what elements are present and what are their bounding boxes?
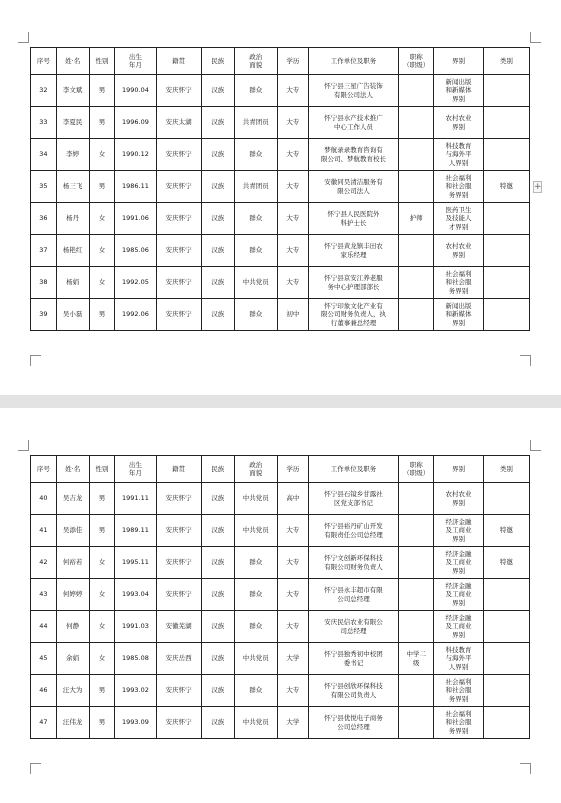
column-header-sector: 界别 <box>434 456 483 483</box>
table-body <box>31 75 530 331</box>
table-row <box>31 611 530 643</box>
table-row <box>31 235 530 267</box>
cell-ethnicity: 汉族 <box>201 267 234 299</box>
cell-sector: 社会福利 和社会服 务界别 <box>434 171 483 203</box>
table-row <box>31 139 530 171</box>
cell-birth: 1993.04 <box>115 579 156 611</box>
cell-education: 大专 <box>277 171 308 203</box>
crop-mark-top-right <box>530 440 541 451</box>
cell-birth: 1990.04 <box>115 75 156 107</box>
cell-sector: 农村农业 界别 <box>434 483 483 515</box>
cell-gender: 男 <box>89 107 115 139</box>
cell-category: 特邀 <box>483 515 529 547</box>
cell-workplace: 怀宁县裕丹矿山开发 有限责任公司总经理 <box>308 515 399 547</box>
cell-workplace: 怀宁县水产技术推广 中心工作人员 <box>308 107 399 139</box>
cell-workplace: 安徽同昊清洁服务有 限公司法人 <box>308 171 399 203</box>
cell-gender: 女 <box>89 643 115 675</box>
cell-workplace: 怀宁县黄龙镇丰田农 家乐经理 <box>308 235 399 267</box>
table-row <box>31 707 530 739</box>
cell-political: 中共党员 <box>234 643 277 675</box>
cell-title <box>399 579 434 611</box>
column-header-index: 序号 <box>31 48 57 75</box>
cell-title <box>399 299 434 331</box>
cell-sector: 经济金融 及工商业 界别 <box>434 611 483 643</box>
cell-education: 大专 <box>277 139 308 171</box>
column-header-ethnicity: 民族 <box>201 48 234 75</box>
cell-category <box>483 611 529 643</box>
cell-origin: 安庆怀宁 <box>156 267 201 299</box>
cell-name: 杨三飞 <box>56 171 89 203</box>
cell-gender: 女 <box>89 547 115 579</box>
cell-category: 特邀 <box>483 547 529 579</box>
cell-sector: 经济金融 及工商业 界别 <box>434 515 483 547</box>
cell-origin: 安庆怀宁 <box>156 75 201 107</box>
table-header-row <box>31 456 530 483</box>
cell-political: 中共党员 <box>234 267 277 299</box>
cell-sector: 科技教育 与海外平 人界别 <box>434 643 483 675</box>
cell-political: 群众 <box>234 203 277 235</box>
cell-education: 大专 <box>277 611 308 643</box>
cell-category <box>483 75 529 107</box>
cell-gender: 女 <box>89 235 115 267</box>
cell-education: 大专 <box>277 107 308 139</box>
cell-title <box>399 675 434 707</box>
cell-sector: 经济金融 及工商业 界别 <box>434 547 483 579</box>
cell-origin: 安庆怀宁 <box>156 235 201 267</box>
cell-workplace: 怀宁县人民医院外 科护士长 <box>308 203 399 235</box>
cell-education: 高中 <box>277 483 308 515</box>
cell-index: 47 <box>31 707 57 739</box>
cell-birth: 1996.09 <box>115 107 156 139</box>
cell-ethnicity: 汉族 <box>201 611 234 643</box>
cell-origin: 安庆怀宁 <box>156 675 201 707</box>
cell-name: 李文斌 <box>56 75 89 107</box>
cell-gender: 男 <box>89 515 115 547</box>
cell-index: 38 <box>31 267 57 299</box>
cell-ethnicity: 汉族 <box>201 547 234 579</box>
cell-sector: 新闻出版 和新媒体 界别 <box>434 299 483 331</box>
cell-gender: 男 <box>89 299 115 331</box>
cell-gender: 男 <box>89 171 115 203</box>
cell-workplace: 怀宁县独秀初中校团 委书记 <box>308 643 399 675</box>
crop-mark-top-left <box>18 32 29 43</box>
cell-education: 大专 <box>277 267 308 299</box>
cell-gender: 男 <box>89 75 115 107</box>
cell-ethnicity: 汉族 <box>201 483 234 515</box>
cell-sector: 科技教育 与海外平 人界别 <box>434 139 483 171</box>
column-header-name: 姓·名 <box>56 48 89 75</box>
cell-education: 大专 <box>277 203 308 235</box>
cell-workplace: 怀宁县创欣环保科技 有限公司负责人 <box>308 675 399 707</box>
cell-birth: 1991.11 <box>115 483 156 515</box>
table-row <box>31 483 530 515</box>
cell-name: 杨丹 <box>56 203 89 235</box>
cell-ethnicity: 汉族 <box>201 643 234 675</box>
cell-index: 36 <box>31 203 57 235</box>
cell-gender: 女 <box>89 579 115 611</box>
member-table-page-1 <box>30 47 530 331</box>
table-row <box>31 203 530 235</box>
cell-index: 32 <box>31 75 57 107</box>
cell-category <box>483 267 529 299</box>
cell-education: 大专 <box>277 75 308 107</box>
cell-sector: 经济金融 及工商业 界别 <box>434 579 483 611</box>
column-header-birth: 出生 年月 <box>115 456 156 483</box>
column-header-political: 政治 面貌 <box>234 48 277 75</box>
cell-origin: 安庆怀宁 <box>156 203 201 235</box>
cell-sector: 社会福利 和社会服 务界别 <box>434 267 483 299</box>
cell-ethnicity: 汉族 <box>201 203 234 235</box>
cell-name: 汪伟龙 <box>56 707 89 739</box>
cell-origin: 安庆怀宁 <box>156 299 201 331</box>
cell-gender: 女 <box>89 611 115 643</box>
cell-title <box>399 171 434 203</box>
cell-ethnicity: 汉族 <box>201 139 234 171</box>
column-header-workplace: 工作单位及职务 <box>308 456 399 483</box>
cell-workplace: 怀宁县永丰超市有限 公司总经理 <box>308 579 399 611</box>
column-header-index: 序号 <box>31 456 57 483</box>
cell-birth: 1991.03 <box>115 611 156 643</box>
column-header-education: 学历 <box>277 48 308 75</box>
cell-origin: 安庆怀宁 <box>156 547 201 579</box>
cell-political: 群众 <box>234 299 277 331</box>
table-row <box>31 547 530 579</box>
column-header-birth: 出生 年月 <box>115 48 156 75</box>
cell-education: 初中 <box>277 299 308 331</box>
table-row <box>31 107 530 139</box>
cell-birth: 1990.12 <box>115 139 156 171</box>
cell-origin: 安徽芜湖 <box>156 611 201 643</box>
table-row <box>31 267 530 299</box>
column-header-category: 类别 <box>483 456 529 483</box>
cell-political: 共青团员 <box>234 171 277 203</box>
cell-ethnicity: 汉族 <box>201 515 234 547</box>
cell-index: 37 <box>31 235 57 267</box>
cell-gender: 女 <box>89 203 115 235</box>
column-header-ethnicity: 民族 <box>201 456 234 483</box>
cell-title <box>399 547 434 579</box>
cell-gender: 男 <box>89 675 115 707</box>
cell-category <box>483 139 529 171</box>
cell-sector: 医药卫生 及技能人 才界别 <box>434 203 483 235</box>
cell-political: 共青团员 <box>234 107 277 139</box>
cell-index: 33 <box>31 107 57 139</box>
cell-name: 何婷婷 <box>56 579 89 611</box>
cell-workplace: 怀宁县京安江养老服 务中心护理部部长 <box>308 267 399 299</box>
cell-political: 群众 <box>234 235 277 267</box>
cell-workplace: 怀宁印象文化产业有 限公司财务负责人，执 行董事兼总经理 <box>308 299 399 331</box>
cell-category <box>483 107 529 139</box>
cell-workplace: 怀宁县三星广告装饰 有限公司法人 <box>308 75 399 107</box>
column-header-origin: 籍贯 <box>156 456 201 483</box>
cell-category <box>483 643 529 675</box>
cell-ethnicity: 汉族 <box>201 75 234 107</box>
cell-origin: 安庆岳西 <box>156 643 201 675</box>
cell-name: 吴添佳 <box>56 515 89 547</box>
cell-name: 李夏民 <box>56 107 89 139</box>
cell-title <box>399 235 434 267</box>
cell-gender: 女 <box>89 139 115 171</box>
column-header-title: 职称 （职级） <box>399 48 434 75</box>
column-header-gender: 性别 <box>89 456 115 483</box>
cell-education: 大专 <box>277 235 308 267</box>
table-row <box>31 675 530 707</box>
cell-sector: 社会福利 和社会服 务界别 <box>434 707 483 739</box>
cell-title <box>399 515 434 547</box>
cell-political: 群众 <box>234 579 277 611</box>
cell-category <box>483 707 529 739</box>
cell-category <box>483 299 529 331</box>
cell-name: 杨娟 <box>56 267 89 299</box>
cell-origin: 安庆怀宁 <box>156 483 201 515</box>
cell-ethnicity: 汉族 <box>201 579 234 611</box>
cell-title <box>399 483 434 515</box>
crop-mark-top-left <box>18 440 29 451</box>
cell-political: 中共党员 <box>234 707 277 739</box>
cell-name: 何静 <box>56 611 89 643</box>
cell-political: 群众 <box>234 675 277 707</box>
cell-political: 群众 <box>234 75 277 107</box>
cell-index: 46 <box>31 675 57 707</box>
cell-category <box>483 235 529 267</box>
cell-origin: 安庆怀宁 <box>156 139 201 171</box>
cell-index: 44 <box>31 611 57 643</box>
cell-education: 大专 <box>277 515 308 547</box>
cell-sector: 农村农业 界别 <box>434 107 483 139</box>
cell-name: 汪大为 <box>56 675 89 707</box>
crop-mark-bottom-left <box>30 763 41 774</box>
cell-origin: 安庆太湖 <box>156 107 201 139</box>
cell-political: 群众 <box>234 139 277 171</box>
crop-mark-bottom-left <box>30 355 41 366</box>
cell-birth: 1992.05 <box>115 267 156 299</box>
cell-origin: 安庆怀宁 <box>156 515 201 547</box>
table-body <box>31 483 530 739</box>
cell-political: 中共党员 <box>234 483 277 515</box>
column-header-sector: 界别 <box>434 48 483 75</box>
cell-ethnicity: 汉族 <box>201 707 234 739</box>
cell-index: 39 <box>31 299 57 331</box>
cell-category <box>483 483 529 515</box>
cell-workplace: 怀宁县石镜乡甘露社 区党支部书记 <box>308 483 399 515</box>
cell-index: 45 <box>31 643 57 675</box>
cell-workplace: 梦航录录教育咨询有 限公司、梦航教育校长 <box>308 139 399 171</box>
cell-education: 大专 <box>277 547 308 579</box>
cell-ethnicity: 汉族 <box>201 235 234 267</box>
cell-index: 34 <box>31 139 57 171</box>
column-header-title: 职称 （职级） <box>399 456 434 483</box>
cell-name: 李婷 <box>56 139 89 171</box>
cell-sector: 新闻出版 和新媒体 界别 <box>434 75 483 107</box>
crop-mark-top-right <box>530 32 541 43</box>
column-header-workplace: 工作单位及职务 <box>308 48 399 75</box>
column-header-origin: 籍贯 <box>156 48 201 75</box>
cell-ethnicity: 汉族 <box>201 107 234 139</box>
column-header-category: 类别 <box>483 48 529 75</box>
cell-gender: 男 <box>89 483 115 515</box>
table-row <box>31 171 530 203</box>
cell-name: 余娟 <box>56 643 89 675</box>
cell-index: 35 <box>31 171 57 203</box>
cell-birth: 1995.11 <box>115 547 156 579</box>
cell-category <box>483 203 529 235</box>
cell-sector: 农村农业 界别 <box>434 235 483 267</box>
column-header-political: 政治 面貌 <box>234 456 277 483</box>
cell-category: 特邀 <box>483 171 529 203</box>
table-row <box>31 643 530 675</box>
column-header-name: 姓·名 <box>56 456 89 483</box>
cell-title <box>399 267 434 299</box>
cell-birth: 1986.11 <box>115 171 156 203</box>
cell-birth: 1991.06 <box>115 203 156 235</box>
cell-political: 中共党员 <box>234 515 277 547</box>
cell-birth: 1985.06 <box>115 235 156 267</box>
cell-political: 群众 <box>234 611 277 643</box>
table-header-row <box>31 48 530 75</box>
cell-title: 中学二 级 <box>399 643 434 675</box>
document-page-1 <box>0 0 561 395</box>
cell-title <box>399 139 434 171</box>
cell-name: 杨艳红 <box>56 235 89 267</box>
cell-title <box>399 107 434 139</box>
cell-education: 大专 <box>277 675 308 707</box>
page-gap <box>0 395 561 408</box>
cell-title <box>399 75 434 107</box>
cell-category <box>483 675 529 707</box>
cell-birth: 1992.06 <box>115 299 156 331</box>
cell-workplace: 安庆民信农业有限公 司总经理 <box>308 611 399 643</box>
cell-name: 吴小磊 <box>56 299 89 331</box>
table-row <box>31 299 530 331</box>
crop-mark-bottom-right <box>520 763 531 774</box>
cell-category <box>483 579 529 611</box>
table-row <box>31 579 530 611</box>
cell-name: 何裕若 <box>56 547 89 579</box>
cell-index: 41 <box>31 515 57 547</box>
cell-index: 40 <box>31 483 57 515</box>
cell-index: 42 <box>31 547 57 579</box>
document-page-2 <box>0 408 561 803</box>
cell-ethnicity: 汉族 <box>201 675 234 707</box>
cell-sector: 社会福利 和社会服 务界别 <box>434 675 483 707</box>
cell-origin: 安庆怀宁 <box>156 579 201 611</box>
table-row <box>31 515 530 547</box>
column-header-gender: 性别 <box>89 48 115 75</box>
column-header-education: 学历 <box>277 456 308 483</box>
cell-education: 大专 <box>277 579 308 611</box>
cell-gender: 女 <box>89 267 115 299</box>
cell-education: 大学 <box>277 707 308 739</box>
cell-name: 吴吉龙 <box>56 483 89 515</box>
cell-education: 大学 <box>277 643 308 675</box>
add-column-button[interactable]: + <box>534 182 542 192</box>
cell-birth: 1993.09 <box>115 707 156 739</box>
cell-title <box>399 707 434 739</box>
cell-political: 群众 <box>234 547 277 579</box>
cell-birth: 1985.08 <box>115 643 156 675</box>
cell-title: 护师 <box>399 203 434 235</box>
cell-birth: 1993.02 <box>115 675 156 707</box>
cell-index: 43 <box>31 579 57 611</box>
member-table-page-2 <box>30 455 530 739</box>
crop-mark-bottom-right <box>520 355 531 366</box>
cell-workplace: 怀宁文创新环保科技 有限公司财务负责人 <box>308 547 399 579</box>
cell-ethnicity: 汉族 <box>201 171 234 203</box>
cell-workplace: 怀宁县优悦电子商务 公司总经理 <box>308 707 399 739</box>
table-row <box>31 75 530 107</box>
cell-origin: 安庆怀宁 <box>156 171 201 203</box>
cell-ethnicity: 汉族 <box>201 299 234 331</box>
cell-origin: 安庆怀宁 <box>156 707 201 739</box>
cell-gender: 男 <box>89 707 115 739</box>
cell-title <box>399 611 434 643</box>
cell-birth: 1989.11 <box>115 515 156 547</box>
